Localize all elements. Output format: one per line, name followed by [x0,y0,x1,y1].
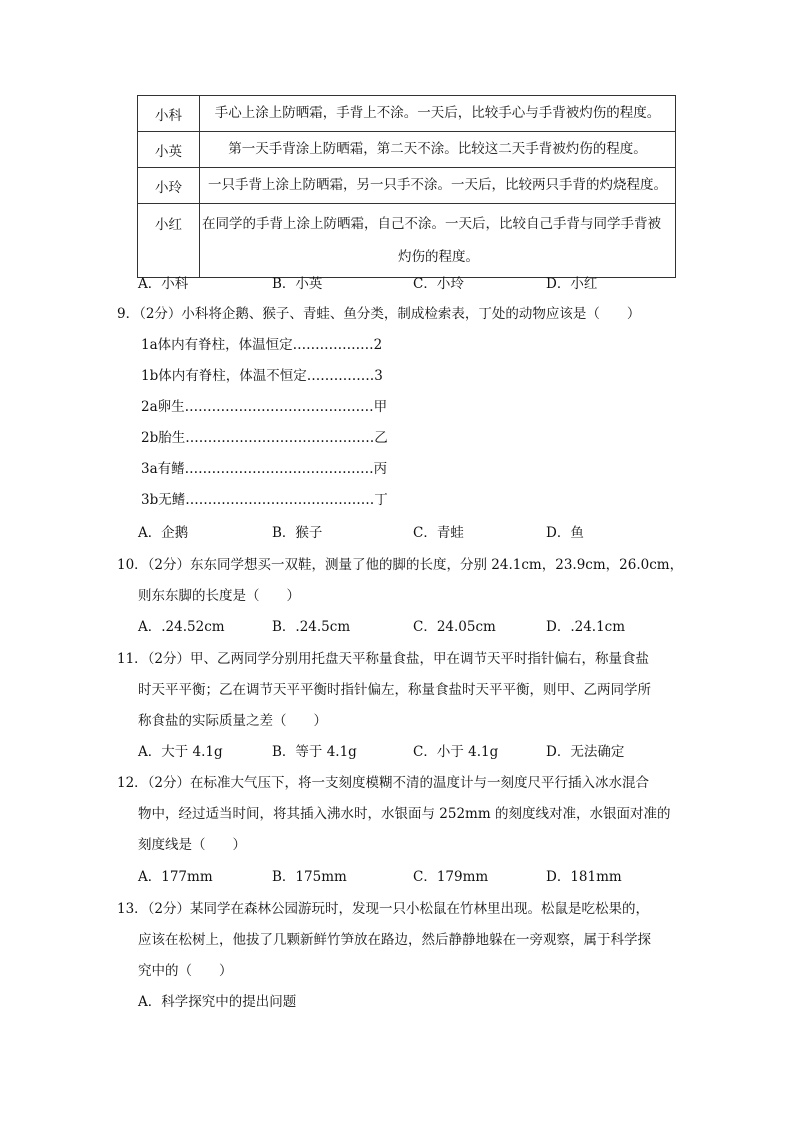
question-stem: 9．（2分）小科将企鹅、猴子、青蛙、鱼分类，制成检索表，丁处的动物应该是（ ） [117,306,641,322]
question-stem: 称食盐的实际质量之差（ ） [138,713,327,729]
experiment-description: 手心上涂上防晒霜，手背上不涂。一天后，比较手心与手背被灼伤的程度。 [200,96,676,132]
table-row [138,204,676,278]
option-c: C．24.05cm [413,619,496,635]
option-d: D．小红 [546,276,598,292]
option-c: C．179mm [413,869,489,885]
question-stem: 时天平平衡；乙在调节天平平衡时指针偏左，称量食盐时天平平衡，则甲、乙两同学所 [138,682,651,698]
option-d: D．181mm [546,869,622,885]
experiment-table [137,95,676,278]
option-d: D．鱼 [546,525,584,541]
table-row [138,96,676,132]
option-a: A．大于 4.1g [138,744,223,760]
experiment-description: 一只手背上涂上防晒霜，另一只手不涂。一天后，比较两只手背的灼烧程度。 [200,168,676,204]
question-stem: 物中，经过适当时间，将其插入沸水时，水银面与 252mm 的刻度线对准，水银面对准的 [138,806,671,822]
question-stem: 10．（2分）东东同学想买一双鞋，测量了他的脚的长度，分别 24.1cm，23.9cm，26.0cm， [117,557,684,573]
option-b: B．.24.5cm [272,619,351,635]
student-name: 小英 [138,132,200,168]
question-stem: 则东东脚的长度是（ ） [138,588,300,604]
experiment-description: 第一天手背涂上防晒霜，第二天不涂。比较这二天手背被灼伤的程度。 [200,132,676,168]
option-a: A．科学探究中的提出问题 [138,994,297,1010]
option-d: D．无法确定 [546,744,625,760]
option-c: C．青蛙 [413,525,464,541]
table-row [138,168,676,204]
option-a: A．小科 [138,276,189,292]
option-b: B．175mm [272,869,347,885]
option-c: C．小玲 [413,276,464,292]
question-stem: 13．（2分）某同学在森林公园游玩时，发现一只小松鼠在竹林里出现。松鼠是吃松果的， [117,901,650,917]
key-line: 3b无鳍……………………………………丁 [141,492,388,508]
description-line: 灼伤的程度。 [398,248,479,265]
option-c: C．小于 4.1g [413,744,499,760]
option-b: B．小英 [272,276,323,292]
student-name: 小红 [138,204,200,278]
question-stem: 12．（2分）在标准大气压下，将一支刻度模糊不清的温度计与一刻度尺平行插入冰水混合 [117,775,650,791]
question-stem: 究中的（ ） [138,963,233,979]
option-a: A．企鹅 [138,525,189,541]
question-stem: 刻度线是（ ） [138,837,246,853]
option-a: A．.24.52cm [138,619,225,635]
key-line: 2a卵生……………………………………甲 [141,399,388,415]
key-line: 3a有鳍……………………………………丙 [141,461,388,477]
student-name: 小玲 [138,168,200,204]
student-name: 小科 [138,96,200,132]
option-a: A．177mm [138,869,213,885]
option-d: D．.24.1cm [546,619,626,635]
experiment-description [200,204,676,278]
table-row [138,132,676,168]
key-line: 2b胎生……………………………………乙 [141,430,388,446]
option-b: B．等于 4.1g [272,744,357,760]
description-line: 在同学的手背上涂上防晒霜，自己不涂。一天后，比较自己手背与同学手背被 [202,215,661,232]
option-b: B．猴子 [272,525,323,541]
question-stem: 11．（2分）甲、乙两同学分别用托盘天平称量食盐，甲在调节天平时指针偏右，称量食盐 [117,651,650,667]
key-line: 1b体内有脊柱，体温不恒定……………3 [141,368,383,384]
question-stem: 应该在松树上，他拔了几颗新鲜竹笋放在路边，然后静静地躲在一旁观察，属于科学探 [138,932,651,948]
key-line: 1a体内有脊柱，体温恒定………………2 [141,337,383,353]
